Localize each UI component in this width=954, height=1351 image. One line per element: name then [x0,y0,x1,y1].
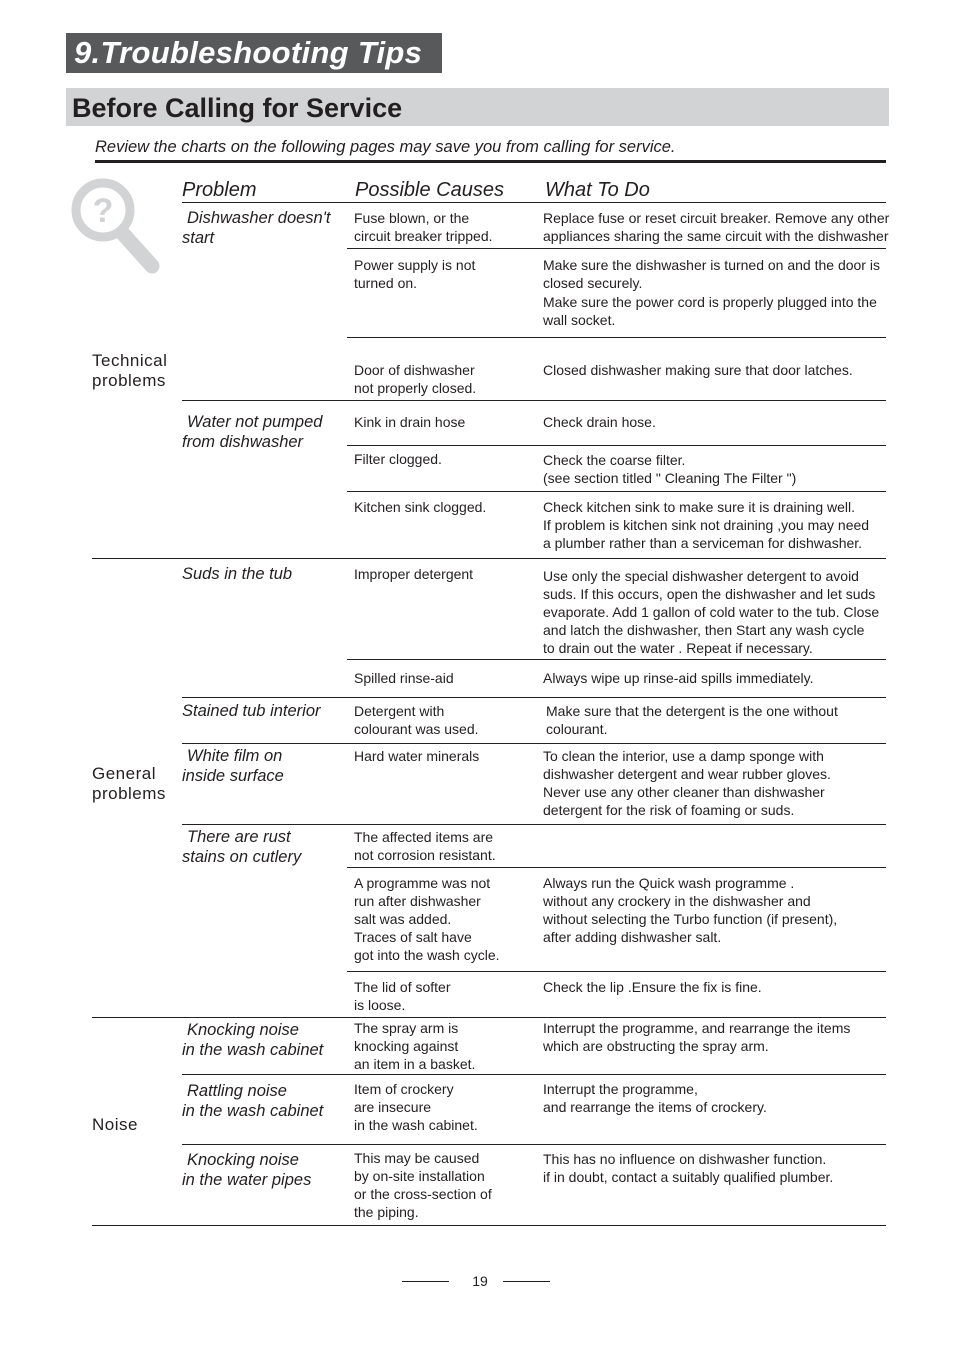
cause-line: in the wash cabinet. [354,1117,478,1133]
cause-cell [354,413,465,431]
page-number: 19 [472,1273,488,1289]
problem-line: Knocking noise [187,1151,299,1169]
category-label-line: General [92,764,156,783]
row-divider [347,337,886,338]
row-divider [182,824,886,825]
action-cell [543,413,656,431]
action-line: Interrupt the programme, [543,1081,698,1097]
problem-knocking-water-pipes [182,1150,311,1190]
row-divider [347,659,886,660]
problem-rattling-wash-cabinet [182,1081,323,1121]
cause-line: A programme was not [354,875,491,891]
cause-line: The affected items are [354,829,494,845]
action-line: which are obstructing the spray arm. [543,1038,769,1054]
cause-cell [354,1080,478,1134]
action-line: Make sure the power cord is properly plugged into the [543,294,877,310]
action-line: detergent for the risk of foaming or suds. [543,802,795,818]
cause-line: knocking against [354,1038,459,1054]
cause-cell [354,828,496,864]
cause-cell [354,450,442,468]
problem-line: in the wash cabinet [182,1041,324,1059]
action-cell [543,874,837,946]
action-cell [543,361,853,379]
category-label-line: problems [92,784,166,803]
problem-line: inside surface [182,767,284,785]
cause-line: Kitchen sink clogged. [354,499,487,515]
cause-line: Power supply is not [354,257,476,273]
cause-cell [354,702,479,738]
cause-cell [354,498,486,516]
cause-line: The spray arm is [354,1020,459,1036]
intro-text: Review the charts on the following pages may save you from calling for service. [95,138,676,156]
action-line: Make sure that the detergent is the one without [546,703,838,719]
action-line: closed securely. [543,275,643,291]
cause-line: run after dishwasher [354,893,481,909]
action-line: wall socket. [543,312,616,328]
cause-line: is loose. [354,997,406,1013]
action-line: Check the lip .Ensure the fix is fine. [543,979,762,995]
header-rule [182,202,886,203]
problem-knocking-wash-cabinet [182,1020,323,1060]
category-label-line: Technical [92,351,168,370]
cause-cell [354,256,475,292]
cause-line: Fuse blown, or the [354,210,470,226]
row-divider [182,697,886,698]
action-cell [543,1019,850,1055]
column-header-action: What To Do [545,179,650,201]
cause-line: by on-site installation [354,1168,485,1184]
action-line: Always run the Quick wash programme . [543,875,795,891]
action-line: suds. If this occurs, open the dishwasher and let suds [543,586,876,602]
problem-line: stains on cutlery [182,848,302,866]
problem-white-film [182,746,284,786]
cause-line: the piping. [354,1204,419,1220]
cause-line: colourant was used. [354,721,479,737]
row-divider [182,400,886,401]
problem-line: start [182,229,215,247]
problem-line: from dishwasher [182,433,304,451]
cause-line: salt was added. [354,911,452,927]
cause-line: an item in a basket. [354,1056,476,1072]
cause-line: Kink in drain hose [354,414,466,430]
action-line: Use only the special dishwasher detergent to avoid [543,568,859,584]
action-cell [543,747,831,819]
problem-line: There are rust [187,828,291,846]
action-line: a plumber rather than a serviceman for dishwasher. [543,535,863,551]
category-divider [92,558,886,559]
action-cell [543,669,814,687]
cause-line: turned on. [354,275,418,291]
cause-line: The lid of softer [354,979,451,995]
magnifier-question-icon [66,172,166,276]
problem-line: Water not pumped [187,413,323,431]
action-cell [543,1080,767,1116]
action-line: without any crockery in the dishwasher and [543,893,811,909]
category-label-line: Noise [92,1115,138,1134]
cause-line: Spilled rinse-aid [354,670,454,686]
page-number-rule-left [402,1281,449,1282]
svg-text:?: ? [92,192,114,230]
row-divider [347,971,886,972]
problem-water-not-pumped [182,412,322,452]
action-line: Check drain hose. [543,414,656,430]
action-line: Always wipe up rinse-aid spills immediately. [543,670,814,686]
action-line: dishwasher detergent and wear rubber gloves. [543,766,831,782]
action-line: and latch the dishwasher, then Start any wash cycle [543,622,865,638]
row-divider [347,445,886,446]
row-divider [347,867,886,868]
cause-line: Improper detergent [354,566,474,582]
problem-rust-stains [182,827,301,867]
action-line: evaporate. Add 1 gallon of cold water to the tub. Close [543,604,880,620]
action-cell [546,702,838,738]
action-line: (see section titled " Cleaning The Filter ") [543,470,797,486]
chapter-title: 9.Troubleshooting Tips [74,35,423,70]
action-line: after adding dishwasher salt. [543,929,722,945]
intro-rule [95,160,886,163]
problem-line: Stained tub interior [182,702,321,720]
column-header-causes: Possible Causes [355,179,504,201]
cause-cell [354,361,476,397]
cause-line: got into the wash cycle. [354,947,500,963]
problem-line: Rattling noise [187,1082,287,1100]
cause-line: Item of crockery [354,1081,454,1097]
row-divider [347,491,886,492]
cause-cell [354,978,451,1014]
action-line: To clean the interior, use a damp sponge with [543,748,824,764]
cause-cell [354,1019,475,1073]
action-cell [543,978,762,996]
category-general [92,764,166,804]
cause-line: or the cross-section of [354,1186,492,1202]
problem-line: Dishwasher doesn't [187,209,331,227]
action-line: Interrupt the programme, and rearrange the items [543,1020,851,1036]
cause-cell [354,669,454,687]
cause-cell [354,209,493,245]
category-technical [92,351,167,391]
action-line: appliances sharing the same circuit with the dishwasher [543,228,889,244]
cause-line: Traces of salt have [354,929,472,945]
action-line: and rearrange the items of crockery. [543,1099,767,1115]
problem-line: Suds in the tub [182,565,293,583]
action-line: Check the coarse filter. [543,452,686,468]
cause-line: are insecure [354,1099,432,1115]
cause-line: Door of dishwasher [354,362,475,378]
problem-line: Knocking noise [187,1021,299,1039]
cause-cell [354,565,473,583]
category-label-line: problems [92,371,166,390]
action-line: Replace fuse or reset circuit breaker. Remove any other [543,210,890,226]
cause-cell [354,747,479,765]
cause-line: Hard water minerals [354,748,480,764]
action-line: without selecting the Turbo function (if present), [543,911,838,927]
problem-dishwasher-doesnt-start [182,208,330,248]
cause-cell [354,874,500,964]
action-cell [543,451,796,487]
action-line: This has no influence on dishwasher function. [543,1151,827,1167]
cause-line: Filter clogged. [354,451,442,467]
action-line: if in doubt, contact a suitably qualified plumber. [543,1169,834,1185]
problem-stained-tub-interior [182,701,321,721]
action-cell [543,1150,833,1186]
problem-line: in the wash cabinet [182,1102,324,1120]
problem-suds-in-tub [182,564,292,584]
section-title: Before Calling for Service [72,93,403,123]
action-cell [543,567,879,657]
row-divider [182,743,886,744]
page-number-rule-right [503,1281,550,1282]
cause-line: Detergent with [354,703,445,719]
action-line: Never use any other cleaner than dishwasher [543,784,825,800]
action-line: Closed dishwasher making sure that door latches. [543,362,853,378]
cause-line: not properly closed. [354,380,477,396]
row-divider [347,248,886,249]
problem-line: White film on [187,747,283,765]
category-divider [92,1017,886,1018]
problem-line: in the water pipes [182,1171,312,1189]
row-divider [182,1144,886,1145]
cause-line: This may be caused [354,1150,480,1166]
action-line: Make sure the dishwasher is turned on and the door is [543,257,880,273]
action-line: If problem is kitchen sink not draining ,you may need [543,517,870,533]
cause-line: circuit breaker tripped. [354,228,493,244]
category-noise [92,1115,138,1135]
action-line: Check kitchen sink to make sure it is draining well. [543,499,856,515]
action-line: colourant. [546,721,608,737]
action-cell [543,256,880,329]
column-header-problem: Problem [182,179,257,201]
cause-cell [354,1149,492,1221]
cause-line: not corrosion resistant. [354,847,496,863]
table-bottom-rule [92,1225,886,1226]
action-cell [543,209,889,245]
row-divider [182,1074,886,1075]
action-line: to drain out the water . Repeat if necessary. [543,640,813,656]
action-cell [543,498,869,552]
